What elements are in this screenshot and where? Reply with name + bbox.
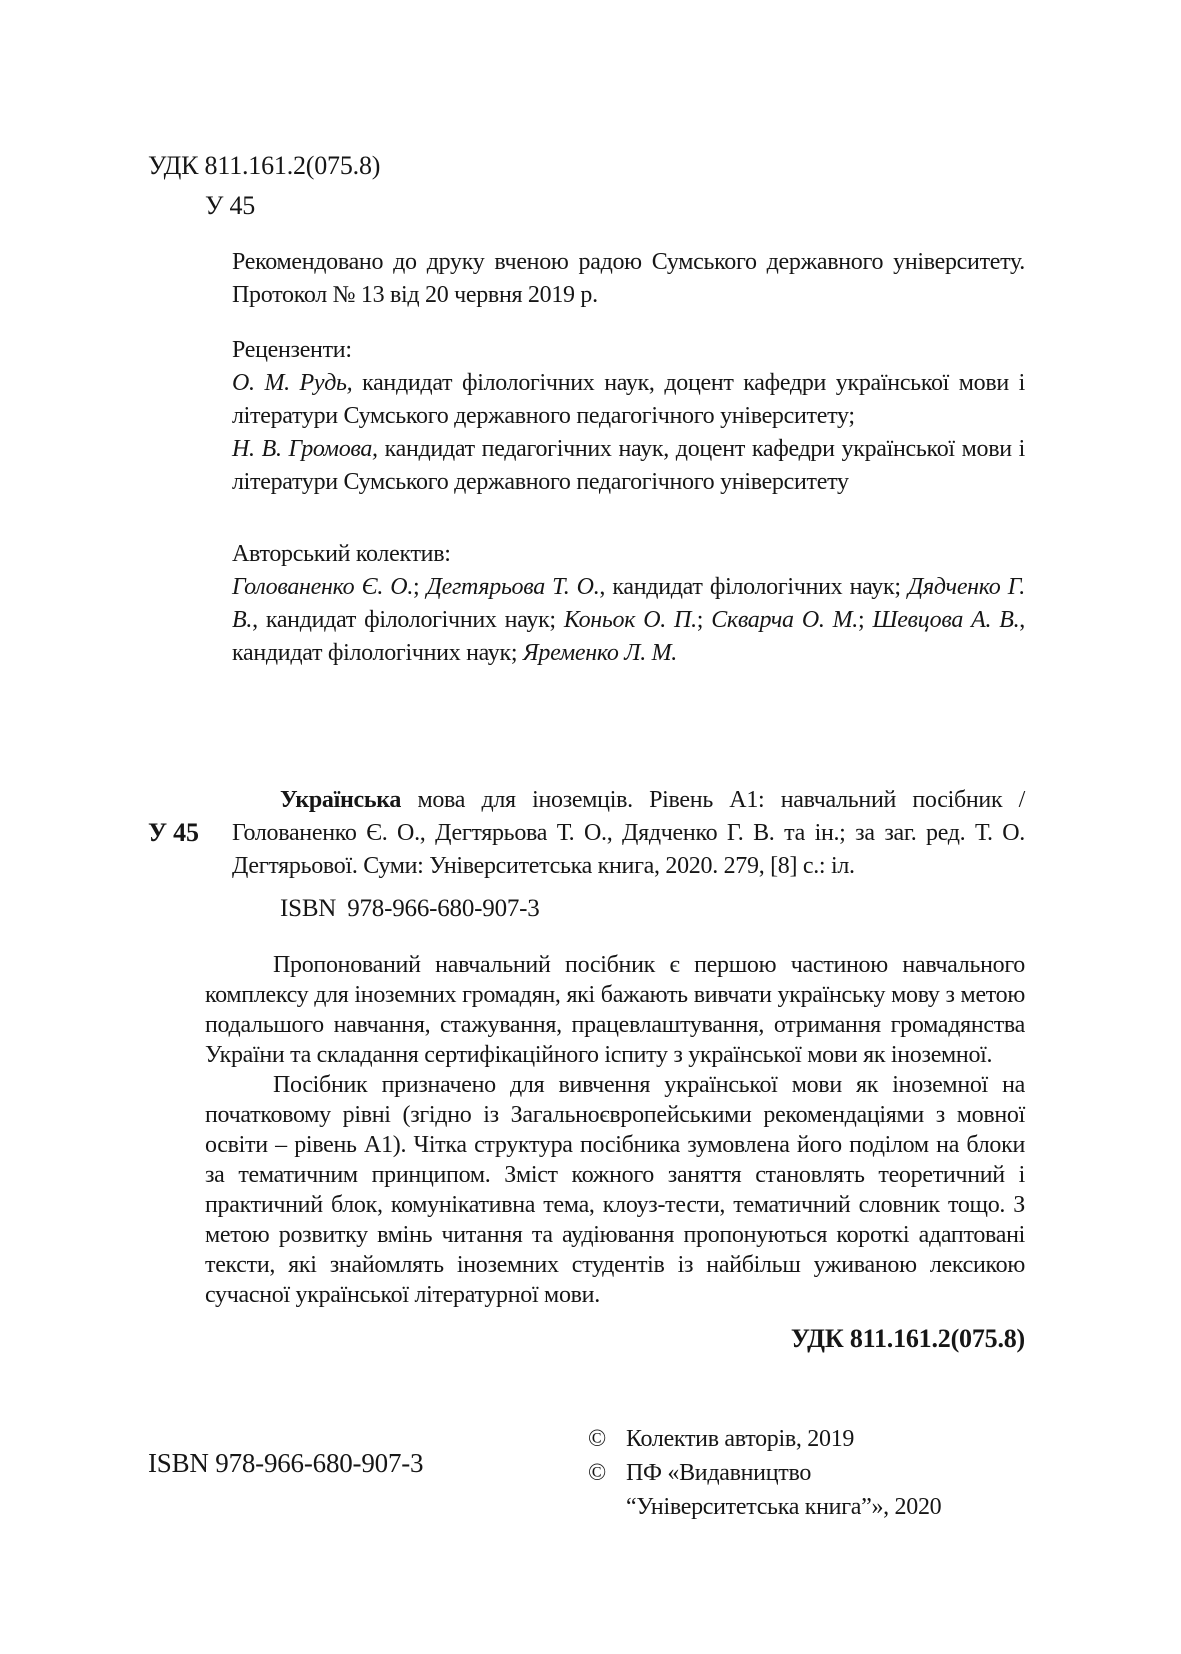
- reviewer-entry: [232, 433, 1025, 499]
- copyright-section: [588, 1422, 1008, 1524]
- catalog-isbn: ISBN 978-966-680-907-3: [280, 895, 540, 922]
- emphasized-text: Яременко Л. М.: [522, 640, 677, 666]
- reviewers-section: [232, 334, 1025, 499]
- reviewer-entry: [232, 367, 1025, 433]
- emphasized-text: Голованенко Є. О.: [232, 574, 414, 600]
- emphasized-text: Дядченко Г. В.: [232, 574, 1026, 633]
- text-segment: ;: [858, 607, 873, 633]
- copyright-entry: [588, 1422, 1008, 1456]
- text-segment: кандидат філологічних наук, доцент кафедри української мови і літератури Сумського державного педагогічного університету;: [232, 370, 1025, 429]
- text-segment: мова для іноземців. Рівень А1: навчальний посібник / Голованенко Є. О., Дегтярьова Т. О., Дядченко Г. В. та ін.; за заг. ред. Т. О. Дегтярьової. Суми: Університетська книга, 2020. 279, [8] с.: іл.: [232, 787, 1025, 879]
- catalog-margin-code: У 45: [148, 818, 199, 847]
- emphasized-text: Українська: [280, 787, 402, 813]
- emphasized-text: Скварча О. М.: [711, 607, 859, 633]
- copyright-text: ПФ «Видавництво “Університетська книга”», 2020: [626, 1460, 942, 1520]
- copyright-icon: ©: [588, 1426, 606, 1452]
- udk-classification-block: [148, 146, 380, 226]
- authors-section: [232, 538, 1025, 670]
- annotation-paragraph: Посібник призначено для вивчення української мови як іноземної на початковому рівні (згідно із Загальноєвропейськими рекомендаціями з мовної освіти – рівень А1). Чітка структура посібника зумовлена його поділом на блоки за тематичним принципом. Зміст кожного заняття становлять теоретичний і практичний блок, комунікативна тема, клоуз-тести, тематичний словник тощо. З метою розвитку вмінь читання та аудіювання пропонуються короткі адаптовані тексти, які знайомлять іноземних студентів із найбільш уживаною лексикою сучасної української літературної мови.: [205, 1072, 1025, 1308]
- udk-bottom: УДК 811.161.2(075.8): [790, 1324, 1025, 1353]
- text-segment: ;: [696, 607, 712, 633]
- reviewers-label: Рецензенти:: [232, 337, 352, 363]
- text-segment: кандидат педагогічних наук, доцент кафедри української мови і літератури Сумського державного педагогічного університету: [232, 436, 1026, 495]
- copyright-text: Колектив авторів, 2019: [626, 1426, 855, 1452]
- text-segment: , кандидат філологічних наук;: [599, 574, 908, 600]
- catalog-card: [232, 784, 1025, 883]
- text-segment: ;: [413, 574, 427, 600]
- udk-number: УДК 811.161.2(075.8): [148, 151, 381, 180]
- emphasized-text: Шевцова А. В.: [872, 607, 1020, 633]
- isbn-bottom: ISBN 978-966-680-907-3: [148, 1448, 424, 1478]
- copyright-entry: [588, 1456, 1008, 1524]
- authors-label: Авторський колектив:: [232, 541, 451, 567]
- catalog-card-entry: [232, 784, 1025, 883]
- text-segment: , кандидат філологічних наук;: [232, 607, 1025, 666]
- approval-note: [232, 246, 1025, 312]
- copyright-icon: ©: [588, 1460, 606, 1486]
- authors-list: [232, 571, 1025, 670]
- author-sign-code: У 45: [205, 191, 256, 220]
- annotation-paragraph: Пропонований навчальний посібник є першою частиною навчального комплексу для іноземних громадян, які бажають вивчати українську мову з метою подальшого навчання, стажування, працевлаштування, отримання громадянства України та складання сертифікаційного іспиту з української мови як іноземної.: [205, 952, 1025, 1068]
- emphasized-text: Коньок О. П.: [563, 607, 697, 633]
- emphasized-text: О. М. Рудь,: [232, 370, 353, 396]
- text-segment: , кандидат філологічних наук;: [252, 607, 564, 633]
- emphasized-text: Дегтярьова Т. О.: [426, 574, 600, 600]
- emphasized-text: Н. В. Громова,: [232, 436, 378, 462]
- annotation-section: [205, 950, 1025, 1310]
- approval-line: Протокол № 13 від 20 червня 2019 р.: [232, 282, 598, 308]
- approval-line: Рекомендовано до друку вченою радою Сумського державного університету.: [232, 249, 1025, 275]
